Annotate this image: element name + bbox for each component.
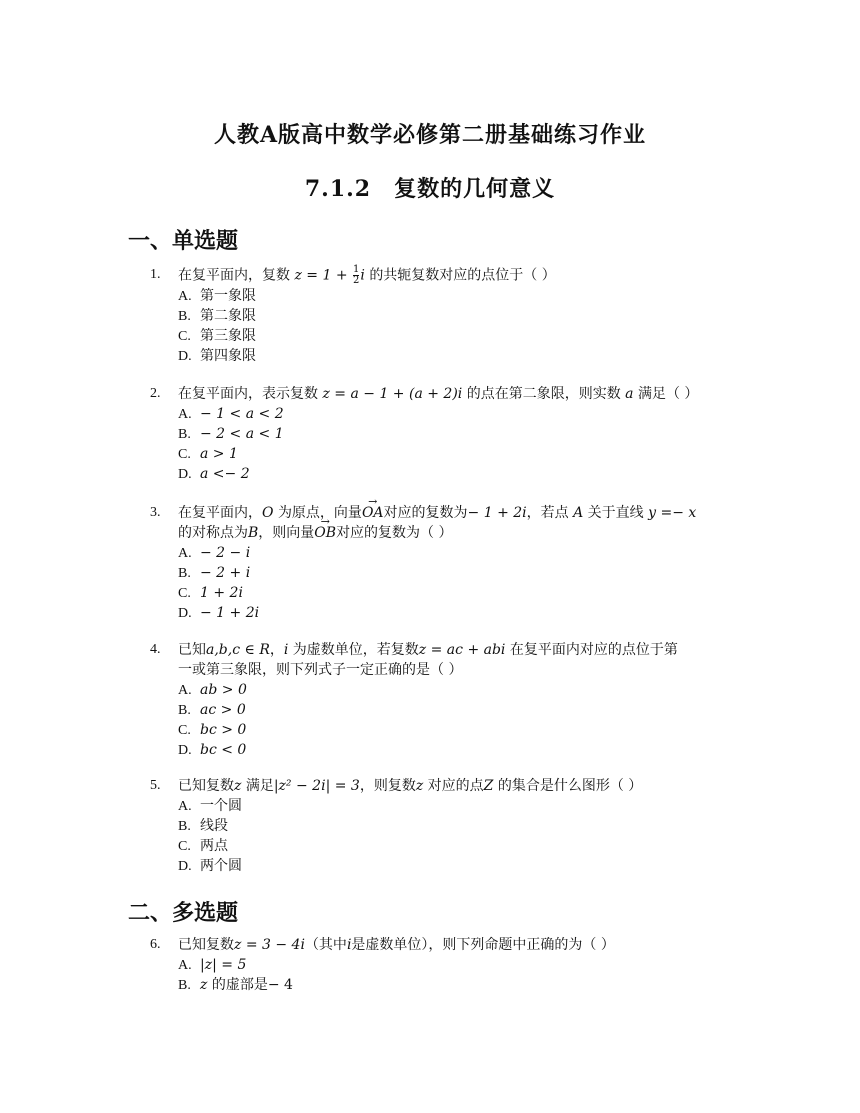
option-label: D. [178,349,192,364]
question-number: 6. [150,937,161,952]
option-label: A. [178,546,192,561]
option-label: A. [178,407,192,422]
option-a [150,796,740,816]
option-label: A. [178,958,192,973]
math-expression: Z [483,778,494,794]
option-b [150,975,740,995]
math-expression: y =− x [648,505,697,521]
option-c [150,583,740,603]
stem-text: 对应的复数为 [383,505,468,521]
question-3 [150,503,740,623]
option-c [150,444,740,464]
stem-text: 的对称点为 [178,525,248,541]
stem-text: （其中 [304,937,347,953]
option-d [150,346,740,366]
math-expression: i [360,267,365,284]
option-a [150,543,740,563]
math-expression: z [200,977,208,993]
option-b [150,700,740,720]
option-a [150,955,740,975]
option-text: 第一象限 [200,288,256,304]
stem-text: 的点在第二象限，则实数 [466,386,621,402]
option-label: D. [178,743,192,758]
stem-text: 在复平面内对应的点位于第 [509,642,678,658]
option-text: ab > 0 [200,682,247,698]
option-text: a > 1 [200,446,238,462]
stem-text: 对应的点 [427,778,484,794]
stem-text: 已知复数 [178,937,234,953]
stem-text: 为虚数单位，若复数 [292,642,419,658]
question-5 [150,776,740,876]
option-text: 第四象限 [200,348,256,364]
math-expression: A [573,505,584,521]
stem-text: 在复平面内，表示复数 [178,386,318,402]
option-text: a <− 2 [200,466,250,482]
stem-text: 满足 [245,778,274,794]
question-1 [150,265,740,366]
option-text: 1 + 2i [200,585,243,601]
fraction-numerator: 1 [353,264,360,275]
option-text: − 2 + i [200,565,251,581]
question-number: 3. [150,505,161,520]
option-d [150,603,740,623]
option-label: C. [178,839,191,854]
option-text: − 1 < a < 2 [200,406,284,422]
option-c [150,836,740,856]
option-d [150,464,740,484]
stem-text: 已知复数 [178,778,234,794]
math-expression: i [346,937,352,953]
math-expression: z [415,778,424,794]
option-d [150,856,740,876]
fraction-denominator: 2 [353,275,360,286]
stem-text: ，则复数 [359,778,416,794]
stem-text: 的集合是什么图形（ ） [497,778,643,794]
fraction [353,265,359,286]
math-expression: z = 3 − 4i [234,937,305,953]
math-expression: a [625,386,634,402]
stem-text: ，则向量 [258,525,315,541]
option-text: − 1 + 2i [200,605,260,621]
option-label: C. [178,586,191,601]
option-label: B. [178,703,191,718]
question-stem [150,265,740,286]
option-a [150,680,740,700]
math-expression: z = 1 + [294,267,352,284]
option-text: 一个圆 [200,798,242,814]
option-b [150,563,740,583]
option-label: D. [178,467,192,482]
section-heading-single-choice: 一、单选题 [128,228,239,254]
option-c [150,720,740,740]
math-expression: a,b,c ∈ R [206,642,270,658]
stem-text: 在复平面内，复数 [178,267,290,284]
math-expression: z [234,778,242,794]
option-label: C. [178,723,191,738]
question-2 [150,384,740,484]
section-heading-multiple-choice: 二、多选题 [128,900,239,926]
option-label: C. [178,329,191,344]
option-b [150,424,740,444]
question-stem [150,776,740,796]
question-stem [150,640,740,680]
stem-text: 对应的复数为（ ） [336,525,453,541]
stem-text: 一或第三象限，则下列式子一定正确的是（ ） [178,662,463,678]
option-label: B. [178,427,191,442]
stem-text: 已知 [178,642,206,658]
document-title: 人教A版高中数学必修第二册基础练习作业 [213,122,647,148]
question-number: 4. [150,642,161,657]
option-label: A. [178,683,192,698]
option-label: B. [178,819,191,834]
question-stem [150,503,740,543]
vector-oa: → OA [362,503,384,523]
option-text: ac > 0 [200,702,246,718]
question-number: 5. [150,778,161,793]
option-label: A. [178,799,192,814]
math-expression: O [262,505,274,521]
stem-text: 为原点，向量 [277,505,362,521]
math-expression: z = a − 1 + (a + 2)i [322,386,463,402]
stem-text: 满足（ ） [637,386,699,402]
option-d [150,740,740,760]
option-text: − 2 − i [200,545,251,561]
math-expression: B [248,525,259,541]
vector-ob: → OB [314,523,336,543]
math-expression: z = ac + abi [418,642,506,658]
stem-text: 在复平面内， [178,505,262,521]
option-c [150,326,740,346]
option-label: D. [178,859,192,874]
option-text: 线段 [200,818,228,834]
question-number: 2. [150,386,161,401]
option-text: − 2 < a < 1 [200,426,284,442]
question-4 [150,640,740,760]
option-text: 第二象限 [200,308,256,324]
question-stem [150,935,740,955]
option-text: 两点 [200,838,228,854]
option-label: B. [178,309,191,324]
option-text: 的虚部是− 4 [211,977,293,993]
option-a [150,286,740,306]
option-label: B. [178,978,191,993]
option-label: C. [178,447,191,462]
option-text: 两个圆 [200,858,242,874]
option-b [150,306,740,326]
math-expression: i [283,642,289,658]
math-expression: |z² − 2i| = 3 [273,778,360,794]
option-text: bc < 0 [200,742,247,758]
option-text: |z| = 5 [200,957,247,973]
option-a [150,404,740,424]
lesson-subtitle: 7.1.2 复数的几何意义 [304,176,556,202]
option-label: D. [178,606,192,621]
stem-text: 的共轭复数对应的点位于（ ） [369,267,556,284]
option-label: B. [178,566,191,581]
question-stem [150,384,740,404]
math-expression: − 1 + 2i [467,505,527,521]
question-6 [150,935,740,995]
stem-text: 关于直线 [587,505,644,521]
option-label: A. [178,289,192,304]
option-b [150,816,740,836]
question-number: 1. [150,267,161,282]
stem-text: ， [269,642,284,658]
option-text: bc > 0 [200,722,247,738]
option-text: 第三象限 [200,328,256,344]
stem-text: 是虚数单位），则下列命题中正确的为（ ） [351,937,615,953]
stem-text: ，若点 [526,505,569,521]
